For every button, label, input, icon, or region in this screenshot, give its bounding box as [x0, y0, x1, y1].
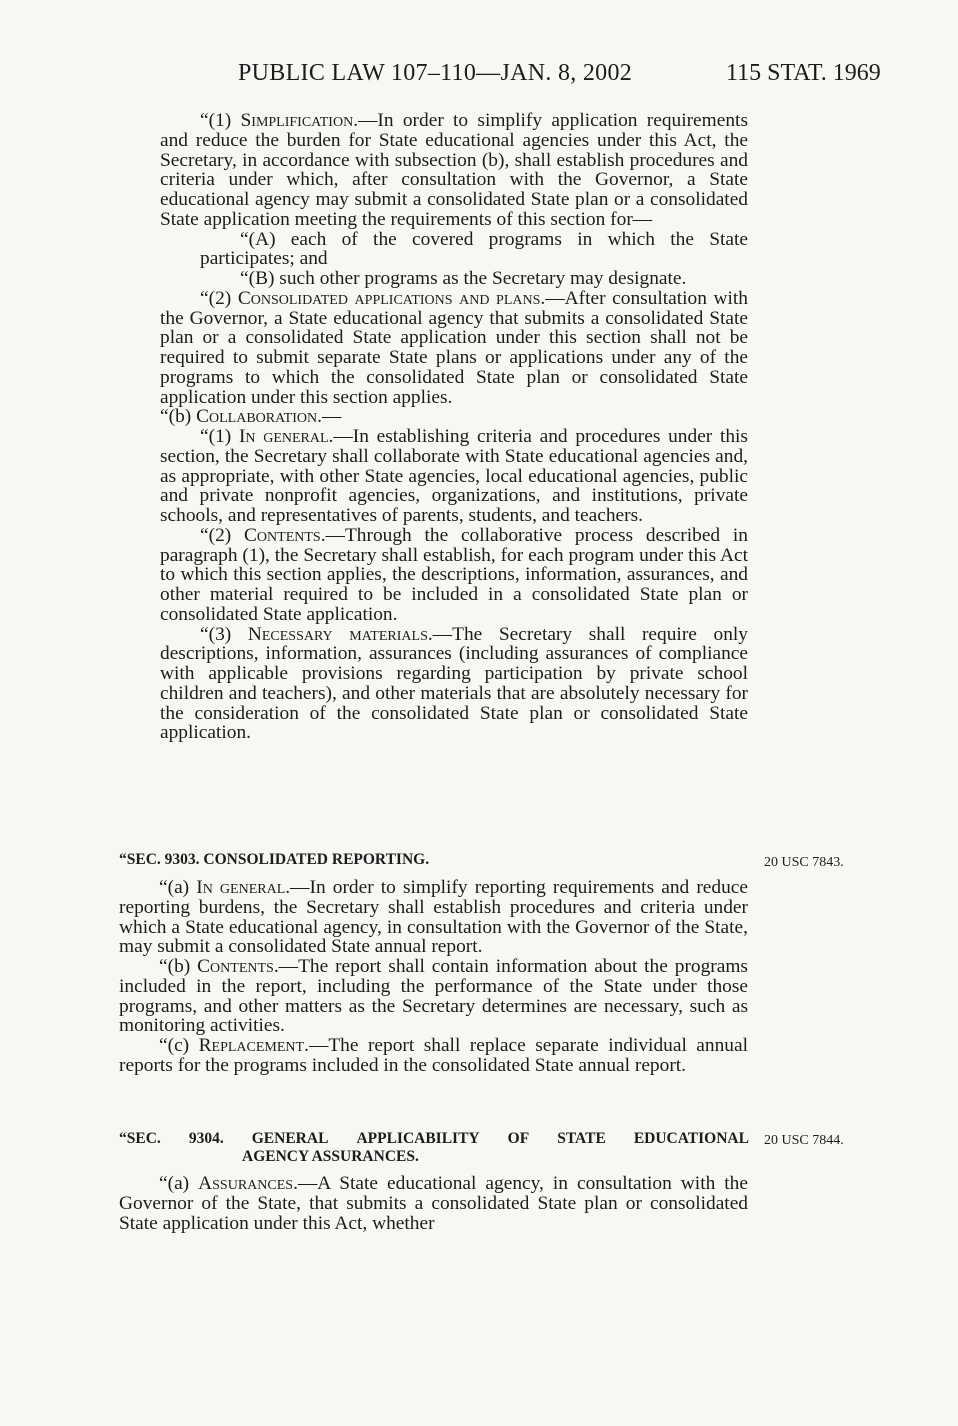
margin-citation-7843: 20 USC 7843. [764, 855, 844, 870]
subsection-heading: In general [196, 877, 286, 898]
running-header-page: 115 STAT. 1969 [726, 60, 881, 86]
paragraph-contents: “(2) Contents.—Through the collaborative process described in paragraph (1), the Secretary shall establish, for each program under this Act to which this section applies, the descriptions, information, assurances, and other material required to be included in a consolidated State plan or consolidated State application. [160, 524, 748, 625]
running-header-law: PUBLIC LAW 107–110—JAN. 8, 2002 [238, 60, 633, 86]
subsection-heading: Contents [197, 956, 274, 977]
subsection-heading: Collaboration [196, 406, 318, 428]
paragraph-simplification: “(1) Simplification.—In order to simplify application requirements and reduce the burden for State educational agencies under this Act, the Secretary, in accordance with subsection (b), shall establish procedures and criteria under which, after consultation with the Governor, a State educational agency may submit a consolidated State plan or a consolidated State application meeting the requirements of this section for— [160, 110, 748, 230]
subsection-a-assurances: “(a) Assurances.—A State educational agency, in consultation with the Governor of the State, that submits a consolidated State plan or consolidated State application under this Act, whether [119, 1173, 748, 1234]
paragraph-heading: Contents [243, 524, 321, 546]
paragraph-consolidated-applications: “(2) Consolidated applications and plans.—After consultation with the Governor, a State educational agency that submits a consolidated State plan or a consolidated State application under this section shall not be required to submit separate State plans or applications under any of the programs to which the consolidated State plan or consolidated State application under this section applies. [160, 287, 748, 408]
section-9304-heading-line1: “SEC. 9304. GENERAL APPLICABILITY OF STATE EDUCATIONAL [119, 1130, 749, 1147]
subsection-a-in-general: “(a) In general.—In order to simplify reporting requirements and reduce reporting burdens, the Secretary shall establish procedures and criteria under which a State educational agency, in consultation with the Governor of the State, may submit a consolidated State annual report. [119, 877, 748, 958]
section-9304-heading-line2: AGENCY ASSURANCES. [242, 1148, 419, 1165]
paragraph-in-general: “(1) In general.—In establishing criteria and procedures under this section, the Secretary shall collaborate with State educational agencies and, as appropriate, with other State agencies, local educational agencies, public and private nonprofit agencies, organizations, and institutions, private schools, and representatives of parents, students, and teachers. [160, 426, 748, 526]
subsection-collaboration: “(b) Collaboration.— [160, 406, 342, 428]
subsection-heading: Replacement [198, 1035, 305, 1056]
paragraph-heading: In general [238, 426, 329, 447]
subsection-c-replacement: “(c) Replacement.—The report shall replace separate individual annual reports for the programs included in the consolidated State annual report. [119, 1035, 748, 1076]
subparagraph-a: “(A) each of the covered programs in which the State participates; and [200, 228, 748, 270]
paragraph-necessary-materials: “(3) Necessary materials.—The Secretary shall require only descriptions, information, assurances (including assurances of compliance with applicable provisions regarding participation by private school children and teachers), and other materials that are absolutely necessary for the consideration of the consolidated State plan or consolidated State application. [160, 623, 748, 744]
section-9304-heading [119, 1130, 749, 1166]
section-9303-heading: “SEC. 9303. CONSOLIDATED REPORTING. [119, 851, 430, 868]
margin-citation-7844: 20 USC 7844. [764, 1133, 844, 1148]
section-9303-body [119, 878, 748, 1076]
paragraph-heading: Consolidated applications and plans [237, 287, 541, 309]
subsection-b-contents: “(b) Contents.—The report shall contain information about the programs included in the report, including the performance of the State under those programs, and other matters as the Secretary determines are necessary, such as monitoring activities. [119, 956, 748, 1037]
paragraph-heading: Simplification [240, 110, 354, 131]
subsection-heading: Assurances [198, 1173, 294, 1194]
body-text-upper [160, 111, 748, 743]
subparagraph-b: “(B) such other programs as the Secretary may designate. [240, 268, 687, 289]
paragraph-heading: Necessary materials [247, 623, 428, 645]
section-9304-body [119, 1174, 748, 1233]
